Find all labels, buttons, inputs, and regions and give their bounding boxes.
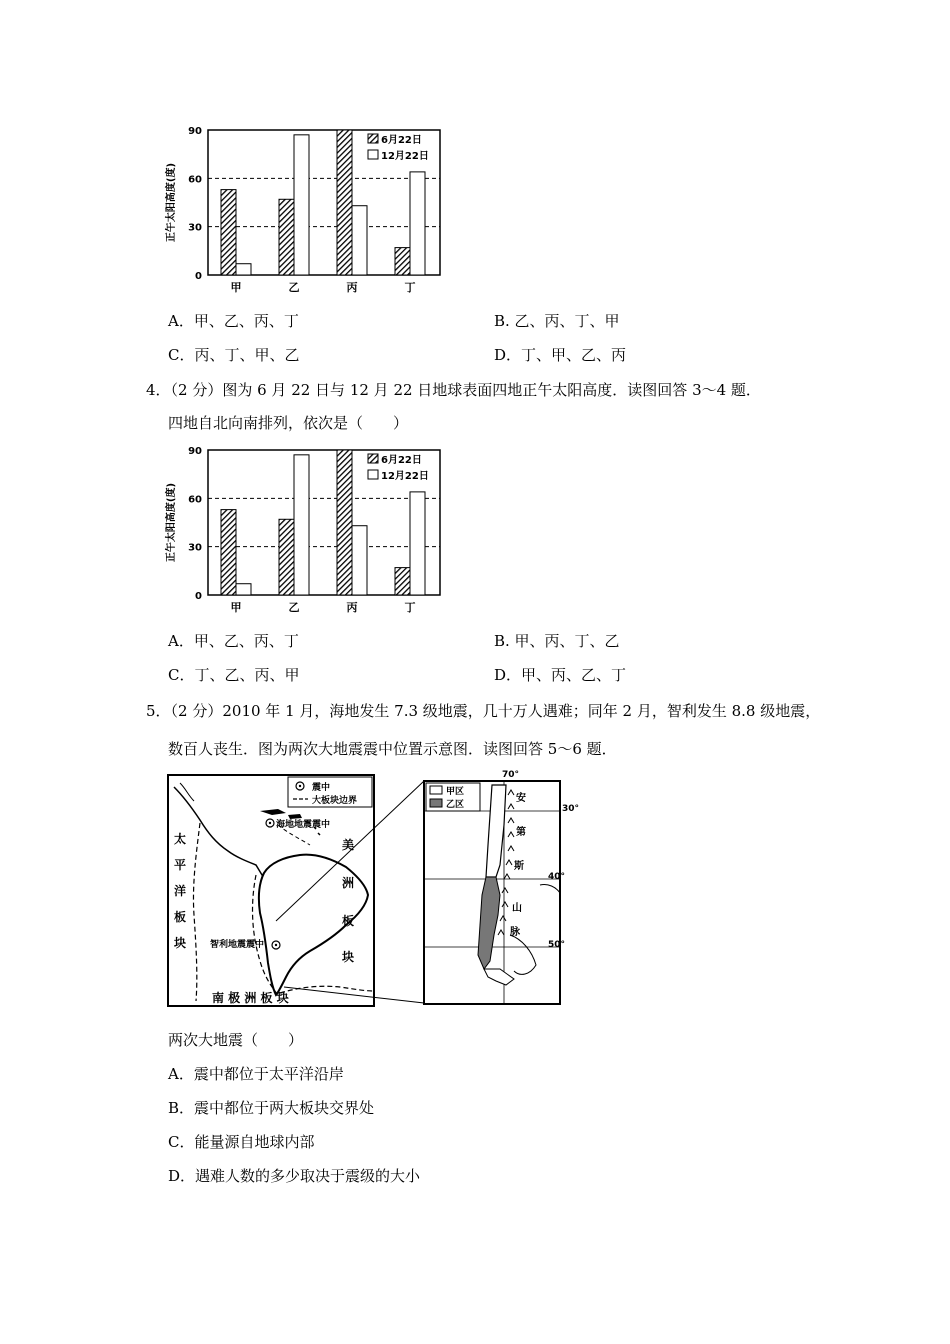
legend-swatch [368, 150, 378, 159]
america-label-3: 板 [342, 914, 355, 928]
bar-dec22 [236, 264, 251, 275]
america-label-4: 块 [342, 950, 355, 964]
pacific-label-5: 块 [174, 936, 187, 950]
y-axis-label: 正午太阳高度(度) [166, 482, 177, 563]
lon-70-label: 70° [502, 770, 520, 780]
noon-sun-altitude-chart-1 [160, 120, 450, 295]
andes-label-5: 脉 [510, 927, 520, 938]
q5-question-cont: 数百人丧生．图为两次大地震震中位置示意图．读图回答 5～6 题． [168, 740, 617, 758]
pacific-label-4: 板 [174, 910, 187, 924]
q5-question: 5．（2 分）2010 年 1 月，海地发生 7.3 级地震，几十万人遇难；同年 2 月，智利发生 8.8 级地震， [146, 702, 821, 720]
bar-jun22 [279, 519, 294, 595]
bar-jun22 [221, 510, 236, 595]
legend-boundary-label: 大板块边界 [312, 796, 358, 806]
legend-swatch [368, 134, 378, 143]
andes-label-4: 山 [512, 903, 522, 914]
bar-jun22 [337, 450, 352, 595]
bar-dec22 [410, 492, 425, 595]
x-category-label: 丁 [404, 281, 416, 294]
q5-option-a[interactable]: A．震中都位于太平洋沿岸 [168, 1065, 344, 1083]
legend-label: 12月22日 [381, 471, 429, 482]
earthquake-epicenter-map [160, 765, 580, 1010]
q4-option-d[interactable]: D．甲、丙、乙、丁 [494, 666, 627, 684]
q3-option-d[interactable]: D．丁、甲、乙、丙 [494, 346, 627, 364]
bar-dec22 [294, 455, 309, 595]
legend-label: 6月22日 [381, 455, 422, 466]
bar-dec22 [352, 206, 367, 275]
y-tick-label: 0 [195, 271, 202, 282]
q5-option-c[interactable]: C．能量源自地球内部 [168, 1133, 315, 1151]
andes-label-3: 斯 [514, 861, 524, 872]
x-category-label: 甲 [230, 601, 242, 614]
bar-dec22 [352, 526, 367, 595]
q4-question: 4．（2 分）图为 6 月 22 日与 12 月 22 日地球表面四地正午太阳高度．读图回答 3～4 题． [146, 381, 761, 399]
y-tick-label: 90 [188, 126, 202, 137]
q5-option-b[interactable]: B．震中都位于两大板块交界处 [168, 1099, 375, 1117]
x-category-label: 丙 [346, 281, 358, 294]
q3-option-b[interactable]: B. 乙、丙、丁、甲 [494, 312, 620, 330]
x-category-label: 丁 [404, 601, 416, 614]
y-tick-label: 0 [195, 591, 202, 602]
bar-dec22 [236, 584, 251, 595]
andes-label-1: 安 [516, 793, 526, 804]
lat-40-label: 40° [548, 872, 566, 882]
legend-swatch [368, 470, 378, 479]
y-tick-label: 60 [188, 494, 202, 506]
y-tick-label: 90 [188, 446, 202, 457]
y-tick-label: 30 [188, 222, 202, 234]
q4-option-c[interactable]: C．丁、乙、丙、甲 [168, 666, 300, 684]
andes-label-2: 第 [516, 827, 526, 838]
lat-30-label: 30° [562, 804, 580, 814]
bar-jun22 [337, 130, 352, 275]
legend-label: 12月22日 [381, 151, 429, 162]
legend-zone-a-swatch [430, 786, 442, 794]
chile-epicenter-label: 智利地震震中 [210, 940, 265, 950]
bar-dec22 [294, 135, 309, 275]
q5-stem: 两次大地震（ ） [168, 1031, 304, 1049]
q5-option-d[interactable]: D．遇难人数的多少取决于震级的大小 [168, 1167, 421, 1185]
bar-jun22 [395, 568, 410, 595]
pacific-label-2: 平 [174, 858, 187, 872]
legend-label: 6月22日 [381, 135, 422, 146]
haiti-epicenter-label: 海地地震震中 [276, 820, 331, 830]
x-category-label: 甲 [230, 281, 242, 294]
y-axis-label: 正午太阳高度(度) [166, 162, 177, 243]
lat-50-label: 50° [548, 940, 566, 950]
legend-zone-a-label: 甲区 [446, 787, 465, 797]
y-tick-label: 60 [188, 174, 202, 186]
y-tick-label: 30 [188, 542, 202, 554]
x-category-label: 乙 [288, 281, 300, 294]
pacific-label-3: 洋 [174, 884, 187, 898]
bar-dec22 [410, 172, 425, 275]
q3-option-c[interactable]: C．丙、丁、甲、乙 [168, 346, 300, 364]
antarctic-plate-label: 南 极 洲 板 块 [212, 991, 289, 1005]
legend-zone-b-swatch [430, 799, 442, 807]
q4-question-stem: 四地自北向南排列，依次是（ ） [168, 414, 409, 432]
america-label-1: 美 [342, 838, 355, 852]
x-category-label: 丙 [346, 601, 358, 614]
noon-sun-altitude-chart-2 [160, 440, 450, 615]
legend-swatch [368, 454, 378, 463]
bar-jun22 [279, 199, 294, 275]
q4-option-a[interactable]: A．甲、乙、丙、丁 [168, 632, 299, 650]
bar-jun22 [221, 190, 236, 275]
bar-jun22 [395, 248, 410, 275]
pacific-label-1: 太 [174, 832, 187, 846]
q4-option-b[interactable]: B. 甲、丙、丁、乙 [494, 632, 620, 650]
america-label-2: 洲 [342, 876, 355, 890]
legend-epicenter-label: 震中 [312, 783, 331, 793]
legend-zone-b-label: 乙区 [446, 800, 465, 810]
x-category-label: 乙 [288, 601, 300, 614]
q3-option-a[interactable]: A．甲、乙、丙、丁 [168, 312, 299, 330]
